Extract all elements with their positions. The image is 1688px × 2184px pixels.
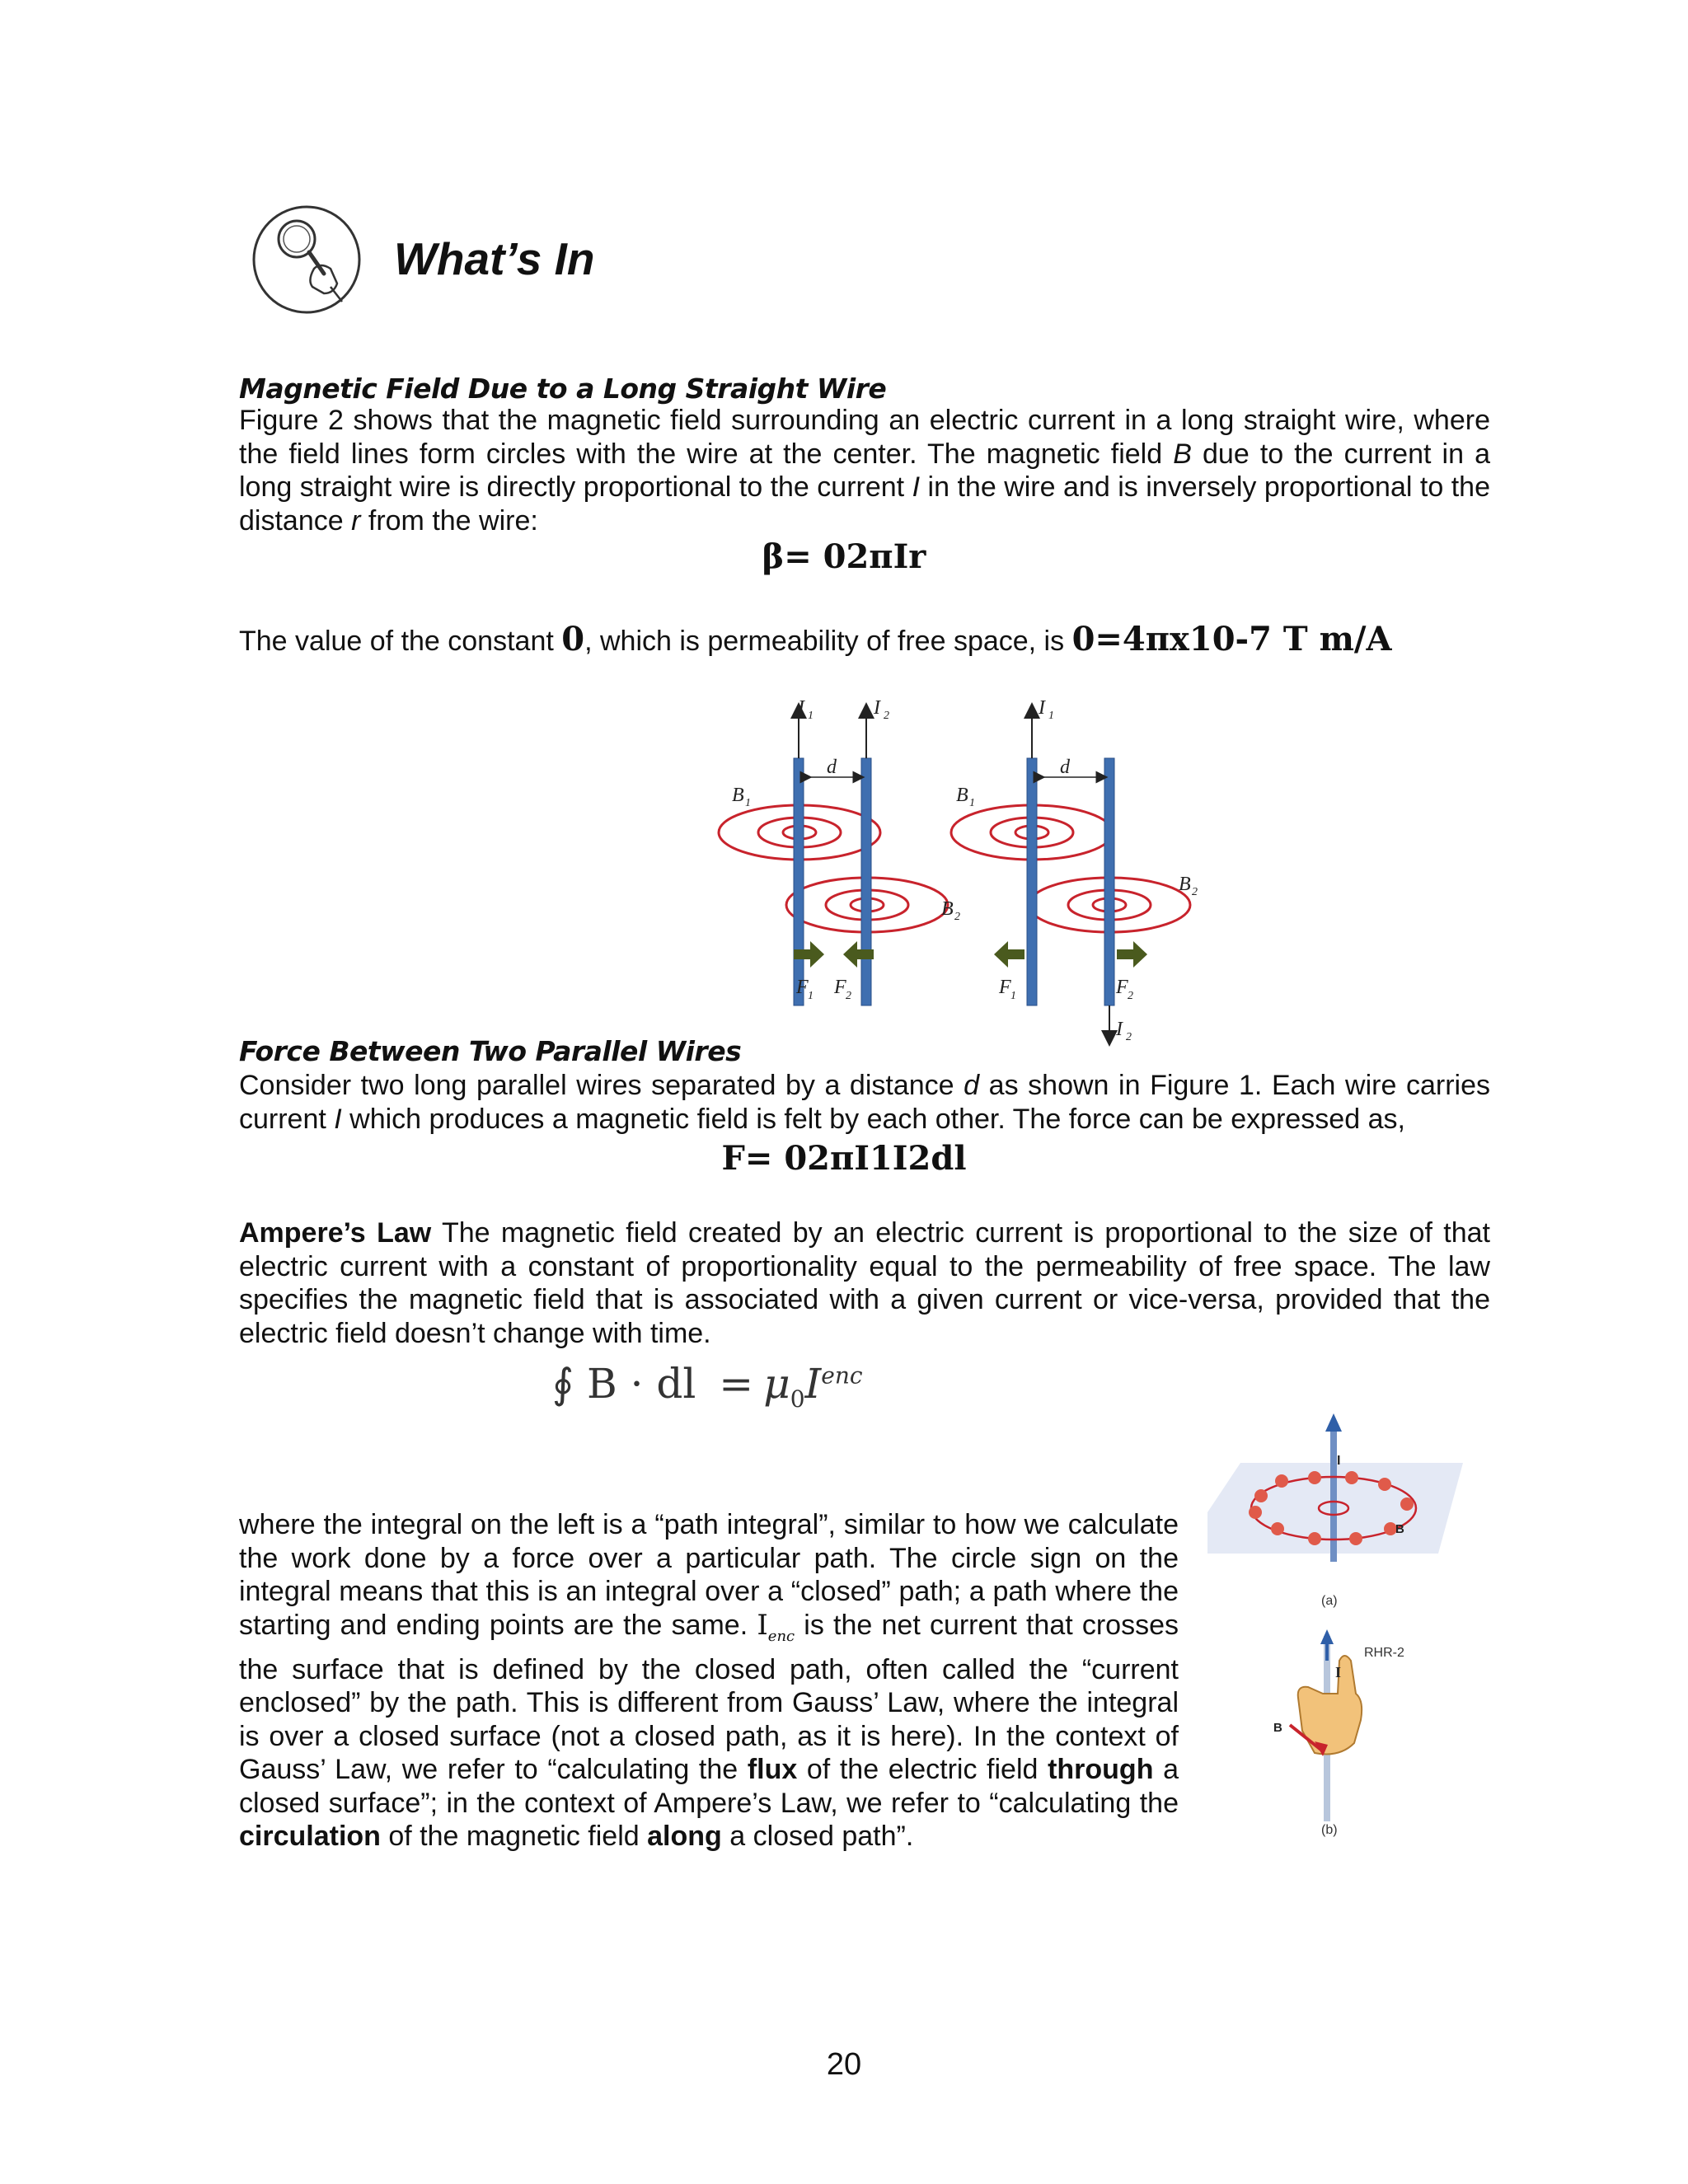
svg-text:I: I — [1116, 1019, 1123, 1040]
svg-text:B: B — [732, 785, 744, 806]
svg-text:1: 1 — [808, 710, 814, 722]
svg-text:2: 2 — [846, 990, 851, 1002]
svg-text:(a): (a) — [1321, 1594, 1338, 1608]
svg-text:F: F — [796, 977, 809, 998]
ampere-title: Ampere’s Law — [239, 1217, 432, 1249]
svg-text:1: 1 — [808, 990, 814, 1002]
permeability-line: The value of the constant 0, which is permeability of free space, is 0=4πx10-7 T m/A — [239, 620, 1392, 658]
left-wire-1 — [794, 758, 804, 1005]
svg-text:F: F — [834, 977, 846, 998]
force-paragraph: Consider two long parallel wires separated by a distance d as shown in Figure 1. Each wire carries current I which produces a magnetic field is felt by each other. The force can be expressed as, — [239, 1070, 1490, 1135]
force-heading: Force Between Two Parallel Wires — [239, 1035, 742, 1067]
magnifier-hand-icon — [251, 204, 362, 315]
magnetic-field-paragraph: Figure 2 shows that the magnetic field surrounding an electric current in a long straight wire, where the field lines form circles with the wire at the center. The magnetic field B due to the current in a long straight wire is directly proportional to the current I in the wire and is inversely proportional to the distance r from the wire: — [239, 405, 1490, 537]
ampere-paragraph: Ampere’s Law The magnetic field created by an electric current is proportional to the size of that electric current with a constant of proportionality equal to the permeability of free space. The law specifies the magnetic field that is associated with a given current or vice-versa, provided that the electric field doesn’t change with time. — [239, 1217, 1490, 1349]
magnetic-field-equation: β= 02πIr — [762, 537, 926, 576]
force-equation: F= 02πI1I2dl — [721, 1139, 967, 1178]
left-wire-2 — [861, 758, 871, 1005]
svg-text:I: I — [1039, 697, 1045, 719]
svg-text:1: 1 — [745, 797, 751, 809]
svg-text:2: 2 — [1126, 1031, 1132, 1043]
svg-text:d: d — [1060, 757, 1070, 778]
svg-text:F: F — [1116, 977, 1128, 998]
svg-text:F: F — [999, 977, 1011, 998]
ampere-figure — [1199, 1413, 1471, 1842]
svg-text:1: 1 — [1048, 710, 1054, 722]
svg-text:I: I — [798, 697, 804, 719]
parallel-wires-figure — [709, 692, 1220, 1055]
svg-text:1: 1 — [1010, 990, 1016, 1002]
ampere-equation: ∮ B · dl = $\mu_0I^{enc}$ — [552, 1360, 863, 1413]
svg-text:I: I — [1337, 1454, 1341, 1468]
svg-text:d: d — [827, 757, 837, 778]
magnetic-field-heading: Magnetic Field Due to a Long Straight Wire — [239, 373, 887, 405]
ampere-explanation: where the integral on the left is a “path integral”, similar to how we calculate the work done by a force over a particular path. The circle sign on the integral means that this is an integral over a “closed” path; a path where the starting and ending points are the same. $I_{enc}$ is the net current that crosses the surface that is defined by the closed path, often called the “current enclosed” by the path. This is different from Gauss’ Law, where the integral is over a closed surface (not a closed path, as it is here). In the context of Gauss’ Law, we refer to “calculating the flux of the electric field through a closed surface”; in the context of Ampere’s Law, we refer to “calculating the circulation of the magnetic field along a closed path”. — [239, 1509, 1179, 1853]
svg-text:2: 2 — [1128, 990, 1133, 1002]
svg-text:B: B — [1179, 874, 1191, 895]
section-title: What’s In — [394, 233, 595, 284]
svg-text:I: I — [874, 697, 880, 719]
svg-text:1: 1 — [969, 797, 975, 809]
svg-text:B: B — [1395, 1522, 1404, 1536]
svg-text:I: I — [1335, 1664, 1342, 1680]
svg-text:(b): (b) — [1321, 1823, 1338, 1837]
svg-text:2: 2 — [884, 710, 889, 722]
svg-text:B: B — [941, 898, 954, 920]
page-number: 20 — [826, 2047, 862, 2082]
svg-text:RHR-2: RHR-2 — [1364, 1646, 1404, 1660]
svg-text:2: 2 — [1192, 886, 1198, 898]
svg-text:B: B — [956, 785, 968, 806]
svg-text:B: B — [1273, 1721, 1282, 1735]
svg-text:2: 2 — [954, 911, 960, 923]
